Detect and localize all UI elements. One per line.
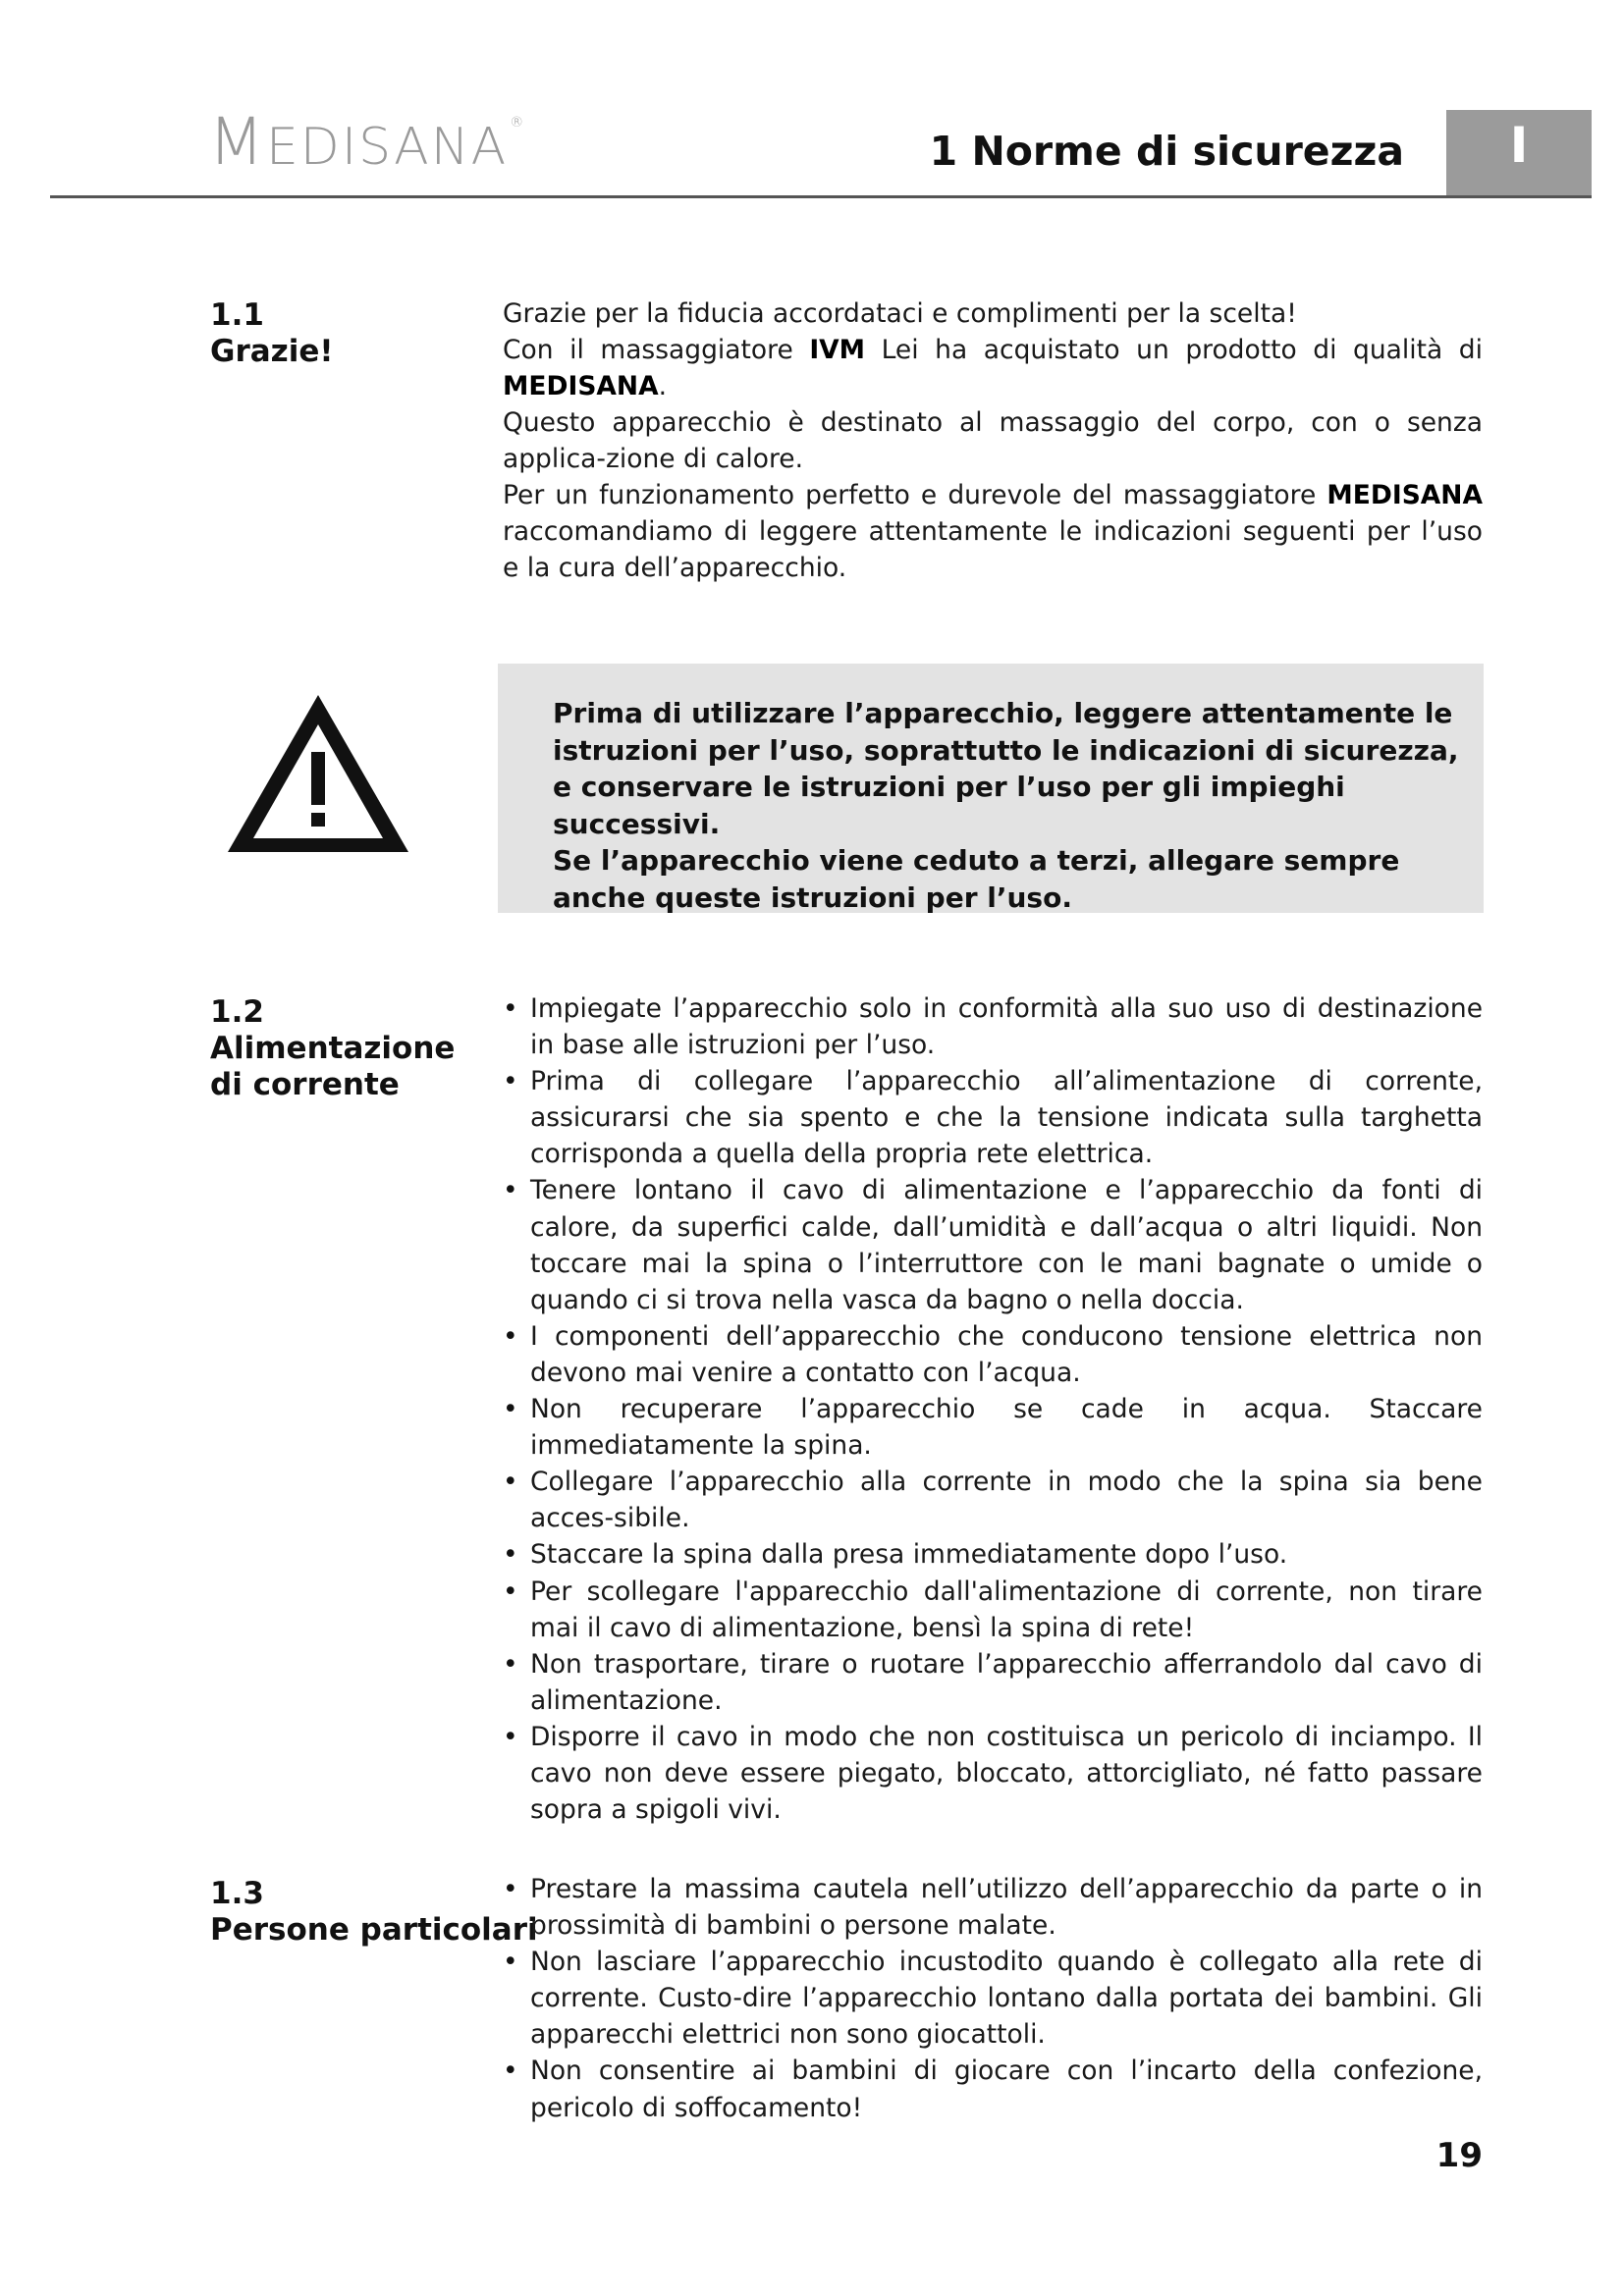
section-title: Persone particolari — [210, 1912, 538, 1948]
warning-triangle-icon — [222, 689, 414, 858]
warning-text: Prima di utilizzare l’apparecchio, leggere attentamente le istruzioni per l’uso, soprattutto le indicazioni di sicurezza, e conservare le istruzioni per l’uso per gli impieghi successivi. Se l’apparecchio viene ceduto a terzi, allegare sempre anche queste istruzioni per l’uso. — [553, 697, 1459, 914]
list-item: • Prestare la massima cautela nell’utilizzo dell’apparecchio da parte o in prossimità di bambini o persone malate. — [503, 1871, 1483, 1944]
list-item: • I componenti dell’apparecchio che conducono tensione elettrica non devono mai venire a contatto con l’acqua. — [503, 1318, 1483, 1391]
bullet-list — [503, 990, 1483, 1828]
list-item: • Non recuperare l’apparecchio se cade in acqua. Staccare immediatamente la spina. — [503, 1391, 1483, 1464]
header-divider — [50, 195, 1592, 198]
list-item: • Non lasciare l’apparecchio incustodito quando è collegato alla rete di corrente. Custo-dire l’apparecchio lontano dalla portata dei bambini. Gli apparecchi elettrici non sono giocattoli. — [503, 1944, 1483, 2053]
page-title: 1 Norme di sicurezza — [929, 128, 1404, 175]
paragraph: Con il massaggiatore IVM Lei ha acquistato un prodotto di qualità di MEDISANA. — [503, 335, 1483, 401]
section-1-3-body — [503, 1871, 1483, 2126]
list-item: • Staccare la spina dalla presa immediatamente dopo l’uso. — [503, 1536, 1483, 1573]
section-number: 1.2 — [210, 994, 264, 1030]
list-item: • Non trasportare, tirare o ruotare l’apparecchio afferrandolo dal cavo di alimentazione. — [503, 1646, 1483, 1719]
list-item: • Collegare l’apparecchio alla corrente in modo che la spina sia bene acces-sibile. — [503, 1464, 1483, 1536]
section-title: di corrente — [210, 1067, 400, 1102]
medisana-logo: MEDISANA ® — [208, 104, 526, 180]
paragraph: Questo apparecchio è destinato al massaggio del corpo, con o senza applica-zione di calore. — [503, 407, 1483, 474]
section-1-1-heading — [210, 297, 333, 370]
list-item: • Per scollegare l'apparecchio dall'alimentazione di corrente, non tirare mai il cavo di alimentazione, bensì la spina di rete! — [503, 1574, 1483, 1646]
section-1-2-body — [503, 990, 1483, 1828]
section-1-2-heading — [210, 994, 455, 1103]
section-1-3-heading — [210, 1876, 538, 1949]
section-title: Grazie! — [210, 334, 334, 369]
list-item: • Tenere lontano il cavo di alimentazione e l’apparecchio da fonti di calore, da superfici calde, dall’umidità e dall’acqua o altri liquidi. Non toccare mai la spina o l’interruttore con le mani bagnate o umide o quando ci si trova nella vasca da bagno o nella doccia. — [503, 1172, 1483, 1317]
list-item: • Disporre il cavo in modo che non costituisca un pericolo di inciampo. Il cavo non deve essere piegato, bloccato, attorcigliato, né fatto passare sopra a spigoli vivi. — [503, 1719, 1483, 1828]
section-1-1-body — [503, 295, 1483, 586]
bullet-list — [503, 1871, 1483, 2126]
warning-box — [498, 664, 1484, 913]
language-tab: I — [1446, 110, 1592, 196]
list-item: • Non consentire ai bambini di giocare con l’incarto della confezione, pericolo di soffocamento! — [503, 2053, 1483, 2125]
list-item: • Impiegate l’apparecchio solo in conformità alla suo uso di destinazione in base alle istruzioni per l’uso. — [503, 990, 1483, 1063]
section-title: Alimentazione — [210, 1031, 456, 1066]
list-item: • Prima di collegare l’apparecchio all’alimentazione di corrente, assicurarsi che sia spento e che la tensione indicata sulla targhetta corrisponda a quella della propria rete elettrica. — [503, 1063, 1483, 1172]
paragraph: Grazie per la fiducia accordataci e complimenti per la scelta! — [503, 298, 1297, 329]
section-number: 1.1 — [210, 297, 264, 333]
paragraph: Per un funzionamento perfetto e durevole del massaggiatore MEDISANA raccomandiamo di leggere attentamente le indicazioni seguenti per l’uso e la cura dell’apparecchio. — [503, 480, 1483, 583]
section-number: 1.3 — [210, 1876, 264, 1911]
page-number: 19 — [1435, 2136, 1483, 2175]
